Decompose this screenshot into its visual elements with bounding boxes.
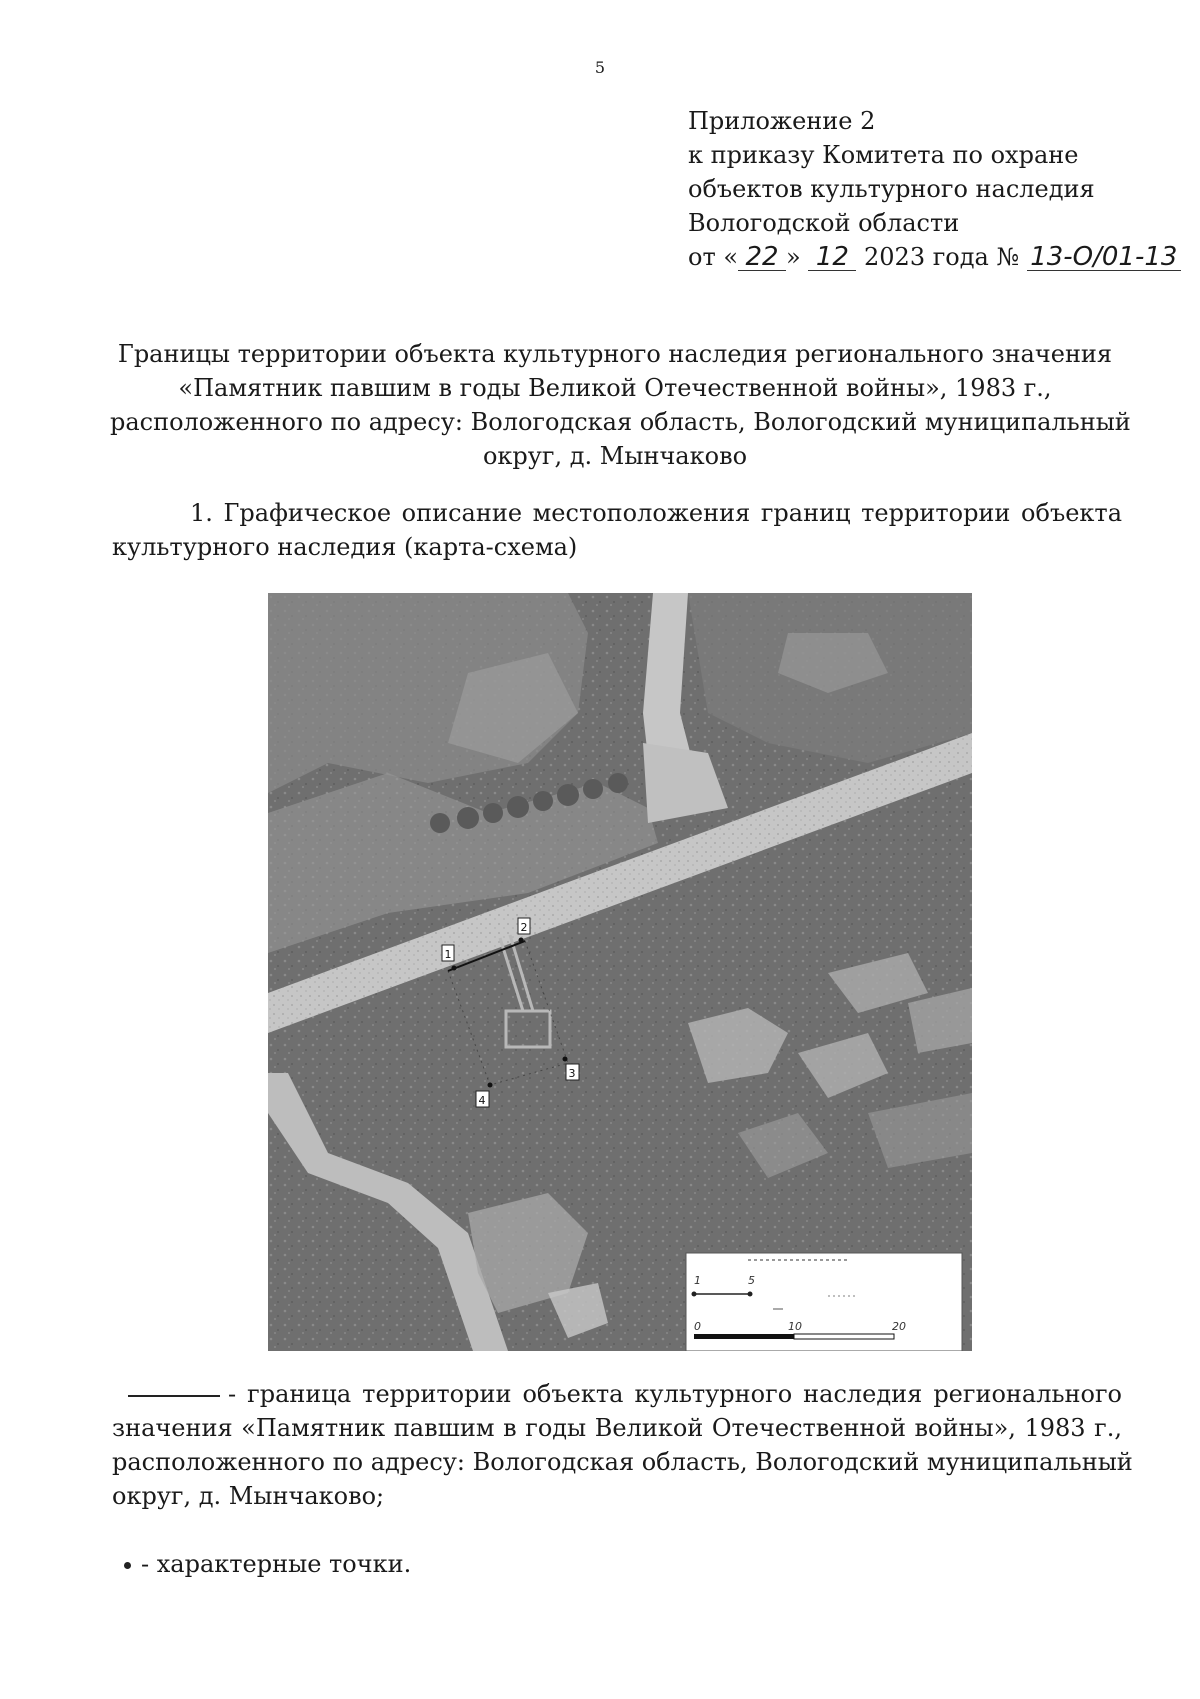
scale-label-start: 0 [694, 1320, 701, 1333]
characteristic-point-sample [124, 1562, 131, 1569]
point-label-4: 4 [478, 1094, 486, 1107]
appendix-date-line [688, 240, 1188, 274]
map-inset-legend [686, 1253, 962, 1351]
legend-point-b: 5 [748, 1274, 755, 1287]
aerial-map [268, 593, 972, 1351]
point-label-1: 1 [444, 948, 452, 961]
scale-bar-second [794, 1334, 894, 1339]
document-title [110, 337, 1131, 473]
appendix-line-2: к приказу Комитета по охране [688, 141, 1079, 169]
appendix-line-3: объектов культурного наследия [688, 175, 1095, 203]
date-separator: » [786, 243, 801, 271]
title-line-2: «Памятник павшим в годы Великой Отечественной войны», 1983 г., [178, 374, 1052, 402]
legend-text-1: - граница территории объекта культурного наследия регионального [228, 1380, 1122, 1408]
point-label-2: 2 [520, 921, 528, 934]
legend-line-1 [112, 1377, 1122, 1411]
legend-block [112, 1377, 1133, 1513]
legend-line-2: значения «Памятник павшим в годы Великой Отечественной войны», 1983 г., [112, 1414, 1122, 1442]
map-scheme [268, 593, 972, 1351]
appendix-line-1: Приложение 2 [688, 107, 876, 135]
points-legend-text: - характерные точки. [141, 1550, 412, 1578]
title-line-3: расположенного по адресу: Вологодская область, Вологодский муниципальный [110, 408, 1131, 436]
point-label-3: 3 [568, 1067, 576, 1080]
section-line-1: 1. Графическое описание местоположения границ территории объекта [190, 499, 1122, 527]
section-heading [112, 496, 1122, 564]
title-line-4: округ, д. Мынчаково [482, 442, 748, 470]
scale-label-mid: 10 [788, 1320, 802, 1333]
legend-point-a: 1 [694, 1274, 701, 1287]
legend-line-3: расположенного по адресу: Вологодская область, Вологодский муниципальный [112, 1448, 1133, 1476]
points-legend [112, 1547, 411, 1581]
scale-label-end: 20 [892, 1320, 906, 1333]
date-year: 2023 года № [864, 243, 1020, 271]
date-prefix: от « [688, 243, 739, 271]
appendix-line-4: Вологодской области [688, 209, 960, 237]
appendix-header [688, 104, 1188, 274]
date-month: 12 [808, 244, 856, 271]
section-line-2: культурного наследия (карта-схема) [112, 533, 578, 561]
legend-line-4: округ, д. Мынчаково; [112, 1482, 385, 1510]
scale-bar-first [694, 1334, 794, 1339]
order-number: 13-О/01-13 [1027, 244, 1181, 271]
boundary-line-sample [128, 1395, 220, 1397]
date-day: 22 [738, 244, 786, 271]
title-line-1: Границы территории объекта культурного наследия регионального значения [117, 340, 1113, 368]
page-number: 5 [594, 58, 606, 77]
